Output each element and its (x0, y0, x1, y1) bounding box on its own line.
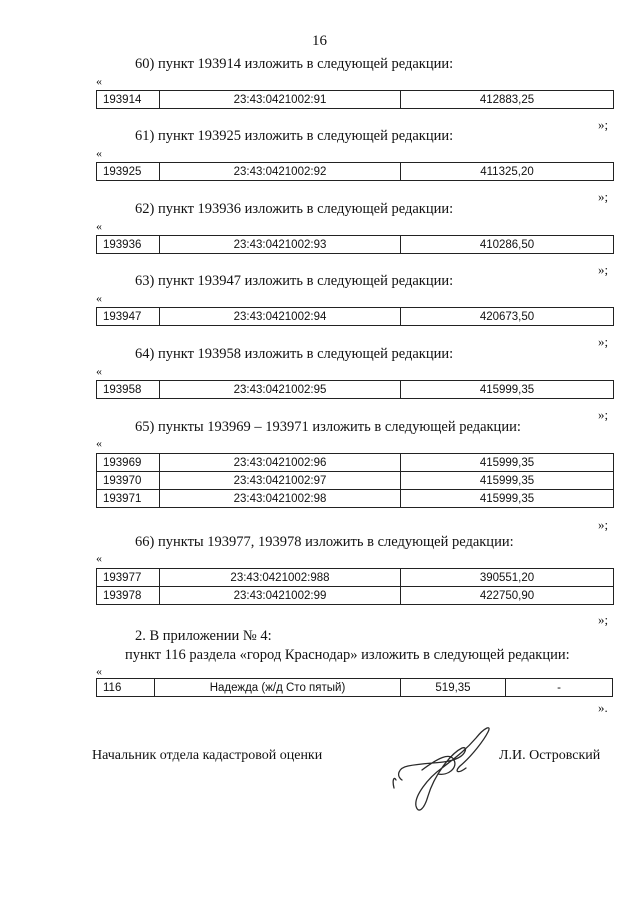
cadastral-number-cell: 23:43:0421002:98 (160, 490, 401, 508)
handwritten-signature (388, 718, 498, 818)
value-cell: 420673,50 (401, 308, 614, 326)
section-heading: 61) пункт 193925 изложить в следующей редакции: (135, 128, 454, 144)
value-cell: 415999,35 (401, 454, 614, 472)
value-cell: 410286,50 (401, 236, 614, 254)
cadastral-table (96, 162, 614, 181)
opening-quote: « (96, 291, 102, 305)
closing-quote: »; (598, 189, 609, 204)
value-cell: 415999,35 (401, 490, 614, 508)
signatory-name: Л.И. Островский (499, 748, 601, 763)
value-cell: 412883,25 (401, 91, 614, 109)
cadastral-number-cell: 23:43:0421002:94 (160, 308, 401, 326)
item-number-cell: 193978 (97, 587, 160, 605)
opening-quote: « (96, 364, 102, 378)
table-row (97, 587, 614, 605)
opening-quote: « (96, 219, 102, 233)
value-cell: 390551,20 (401, 569, 614, 587)
cadastral-table (96, 568, 614, 605)
section-heading: 60) пункт 193914 изложить в следующей редакции: (135, 56, 454, 72)
section-heading: 63) пункт 193947 изложить в следующей редакции: (135, 273, 454, 289)
extra-value-cell: - (506, 679, 613, 697)
section-heading: 64) пункт 193958 изложить в следующей редакции: (135, 346, 454, 362)
opening-quote: « (96, 146, 102, 160)
location-name-cell: Надежда (ж/д Сто пятый) (155, 679, 401, 697)
item-number-cell: 193925 (97, 163, 160, 181)
section-heading: 66) пункты 193977, 193978 изложить в следующей редакции: (135, 534, 514, 550)
item-number-cell: 193958 (97, 381, 160, 399)
appendix-title: 2. В приложении № 4: (135, 628, 272, 644)
value-cell: 415999,35 (401, 472, 614, 490)
value-cell: 519,35 (401, 679, 506, 697)
table-row (97, 308, 614, 326)
appendix-table (96, 678, 613, 697)
value-cell: 411325,20 (401, 163, 614, 181)
closing-quote: »; (598, 262, 609, 277)
section-heading: 65) пункты 193969 – 193971 изложить в следующей редакции: (135, 419, 521, 435)
cadastral-number-cell: 23:43:0421002:93 (160, 236, 401, 254)
cadastral-number-cell: 23:43:0421002:92 (160, 163, 401, 181)
cadastral-number-cell: 23:43:0421002:97 (160, 472, 401, 490)
page-number: 16 (312, 33, 327, 49)
item-number-cell: 193977 (97, 569, 160, 587)
cadastral-table (96, 235, 614, 254)
closing-quote: »; (598, 517, 609, 532)
cadastral-table (96, 90, 614, 109)
table-row (97, 163, 614, 181)
cadastral-table (96, 307, 614, 326)
cadastral-number-cell: 23:43:0421002:988 (160, 569, 401, 587)
value-cell: 422750,90 (401, 587, 614, 605)
value-cell: 415999,35 (401, 381, 614, 399)
item-number-cell: 193969 (97, 454, 160, 472)
item-number-cell: 116 (97, 679, 155, 697)
closing-quote: »; (598, 117, 609, 132)
item-number-cell: 193971 (97, 490, 160, 508)
appendix-instruction: пункт 116 раздела «город Краснодар» изложить в следующей редакции: (125, 647, 570, 663)
section-heading: 62) пункт 193936 изложить в следующей редакции: (135, 201, 454, 217)
table-row (97, 236, 614, 254)
closing-quote: »; (598, 334, 609, 349)
opening-quote: « (96, 664, 102, 678)
opening-quote: « (96, 74, 102, 88)
table-row (97, 490, 614, 508)
table-row (97, 91, 614, 109)
table-row (97, 679, 613, 697)
item-number-cell: 193914 (97, 91, 160, 109)
cadastral-table (96, 453, 614, 508)
opening-quote: « (96, 551, 102, 565)
cadastral-number-cell: 23:43:0421002:96 (160, 454, 401, 472)
cadastral-number-cell: 23:43:0421002:91 (160, 91, 401, 109)
opening-quote: « (96, 436, 102, 450)
cadastral-number-cell: 23:43:0421002:95 (160, 381, 401, 399)
cadastral-number-cell: 23:43:0421002:99 (160, 587, 401, 605)
item-number-cell: 193936 (97, 236, 160, 254)
closing-quote: »; (598, 612, 609, 627)
table-row (97, 569, 614, 587)
item-number-cell: 193947 (97, 308, 160, 326)
item-number-cell: 193970 (97, 472, 160, 490)
cadastral-table (96, 380, 614, 399)
table-row (97, 472, 614, 490)
closing-quote: »; (598, 407, 609, 422)
table-row (97, 454, 614, 472)
table-row (97, 381, 614, 399)
signatory-position: Начальник отдела кадастровой оценки (92, 748, 323, 763)
closing-quote: ». (598, 700, 608, 715)
